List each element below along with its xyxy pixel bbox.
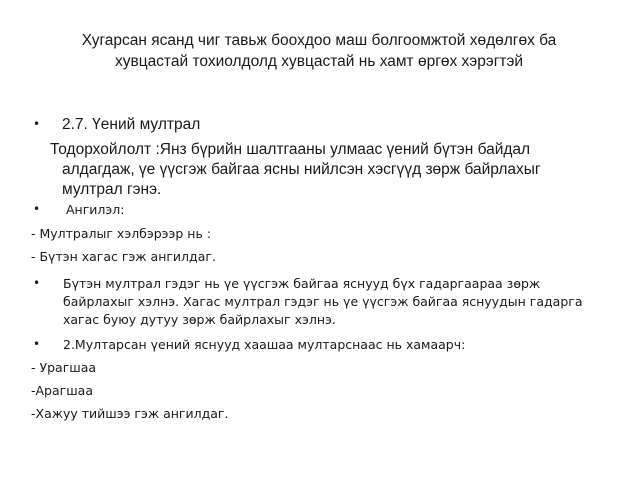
definition-line-3: мултрал гэнэ. [62,181,162,198]
explanation-line-2: байрлахыг хэлнэ. Хагас мултрал гэдэг нь үе үүсгэж байгаа яснуудын гадарга [63,294,583,309]
bullet-icon: • [33,202,41,216]
direction-item-3: -Хажуу тийшээ гэж ангилдаг. [31,406,229,421]
definition-line-2: алдагдаж, үе үүсгэж байгаа ясны нийлсэн хэсгүүд зөрж байрлахыг [62,161,541,178]
bullet-icon: • [33,337,41,351]
title-line-1: Хугарсан ясанд чиг тавьж боохдоо маш болгоомжтой хөдөлгөх ба [81,32,557,49]
title-line-2: хувцастай тохиолдолд хувцастай нь хамт өргөх хэрэгтэй [114,53,524,70]
section-heading: 2.7. Үений мултрал [62,116,201,133]
slide-title [30,30,608,72]
direction-item-1: - Урагшаа [31,360,97,375]
definition-line-1: Тодорхойлолт :Янз бүрийн шалтгааны улмаас үений бүтэн байдал [50,141,531,158]
explanation-line-3: хагас буюу дутуу зөрж байрлахыг хэлнэ. [63,312,336,327]
second-point: 2.Мултарсан үений яснууд хаашаа мултарснаас нь хамаарч: [63,337,466,352]
dash-item-1: - Мултралыг хэлбэрээр нь : [31,226,212,241]
direction-item-2: -Арагшаа [31,383,93,398]
bullet-icon: • [33,276,41,290]
bullet-icon: • [33,117,41,131]
explanation-line-1: Бүтэн мултрал гэдэг нь үе үүсгэж байгаа яснууд бүх гадаргаараа зөрж [63,276,541,291]
classification-label: Ангилэл: [66,202,125,217]
dash-item-2: - Бүтэн хагас гэж ангилдаг. [31,249,216,264]
